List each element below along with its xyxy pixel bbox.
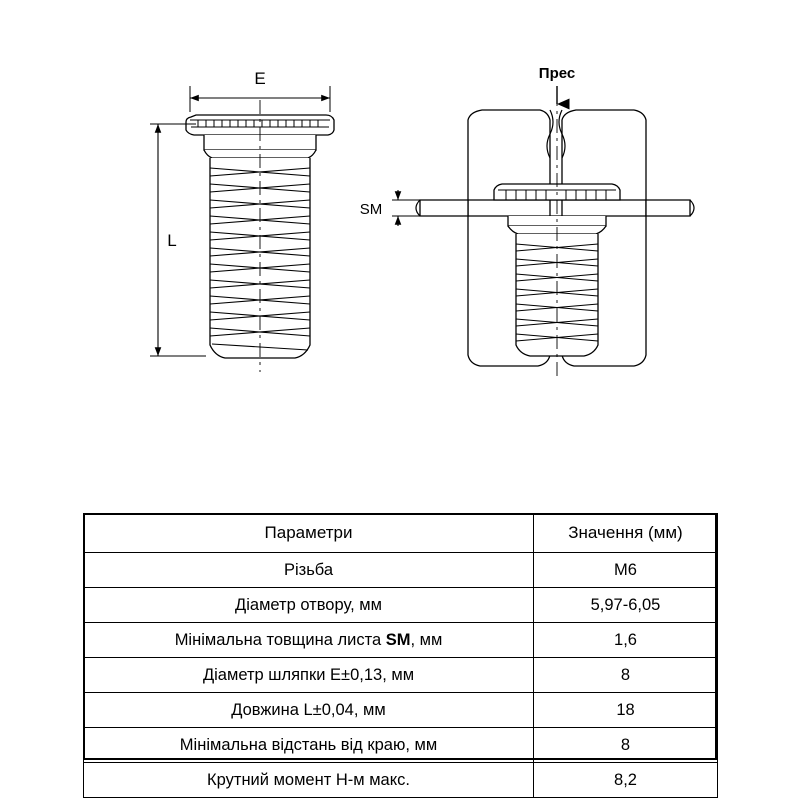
table-cell-value: 8	[534, 728, 718, 763]
param-text: Довжина L±0,04, мм	[231, 700, 386, 719]
table-cell-value: 1,6	[534, 623, 718, 658]
param-text: Діаметр отвору, мм	[235, 595, 382, 614]
table-cell-value: 18	[534, 693, 718, 728]
table-row	[84, 728, 718, 763]
dimension-e-label: E	[254, 69, 266, 88]
param-text: Крутний момент H-м макс.	[207, 770, 410, 789]
table-row	[84, 763, 718, 798]
table-cell-parameter	[84, 553, 534, 588]
table-row	[84, 623, 718, 658]
table-cell-value: 8,2	[534, 763, 718, 798]
spec-table-container	[83, 513, 717, 798]
table-row	[84, 658, 718, 693]
table-cell-parameter	[84, 658, 534, 693]
press-label: Прес	[538, 65, 576, 82]
param-text: Мінімальна товщина листа	[174, 630, 386, 649]
param-text: Різьба	[283, 560, 334, 579]
table-header-value: Значення (мм)	[534, 514, 718, 553]
table-cell-value: M6	[534, 553, 718, 588]
table-row	[84, 693, 718, 728]
table-cell-parameter	[84, 623, 534, 658]
table-cell-parameter	[84, 588, 534, 623]
dimension-l-label: L	[167, 231, 177, 250]
press-assembly-view	[416, 92, 694, 378]
spec-table	[83, 513, 718, 798]
table-row	[84, 588, 718, 623]
table-cell-parameter	[84, 728, 534, 763]
dimension-l	[150, 124, 206, 356]
stud-side-view	[186, 100, 334, 372]
dimension-sm-label: SM	[359, 201, 383, 218]
table-cell-parameter	[84, 693, 534, 728]
table-cell-parameter	[84, 763, 534, 798]
table-header-parameter: Параметри	[84, 514, 534, 553]
param-text: Мінімальна відстань від краю, мм	[179, 735, 438, 754]
table-header-row	[84, 514, 718, 553]
dimension-sm	[392, 190, 424, 226]
table-body	[84, 553, 718, 798]
table-row	[84, 553, 718, 588]
table-cell-value: 8	[534, 658, 718, 693]
param-text-bold: SM	[385, 630, 411, 649]
param-text-suffix: , мм	[410, 630, 443, 649]
table-cell-value: 5,97-6,05	[534, 588, 718, 623]
param-text: Діаметр шляпки E±0,13, мм	[202, 665, 415, 684]
